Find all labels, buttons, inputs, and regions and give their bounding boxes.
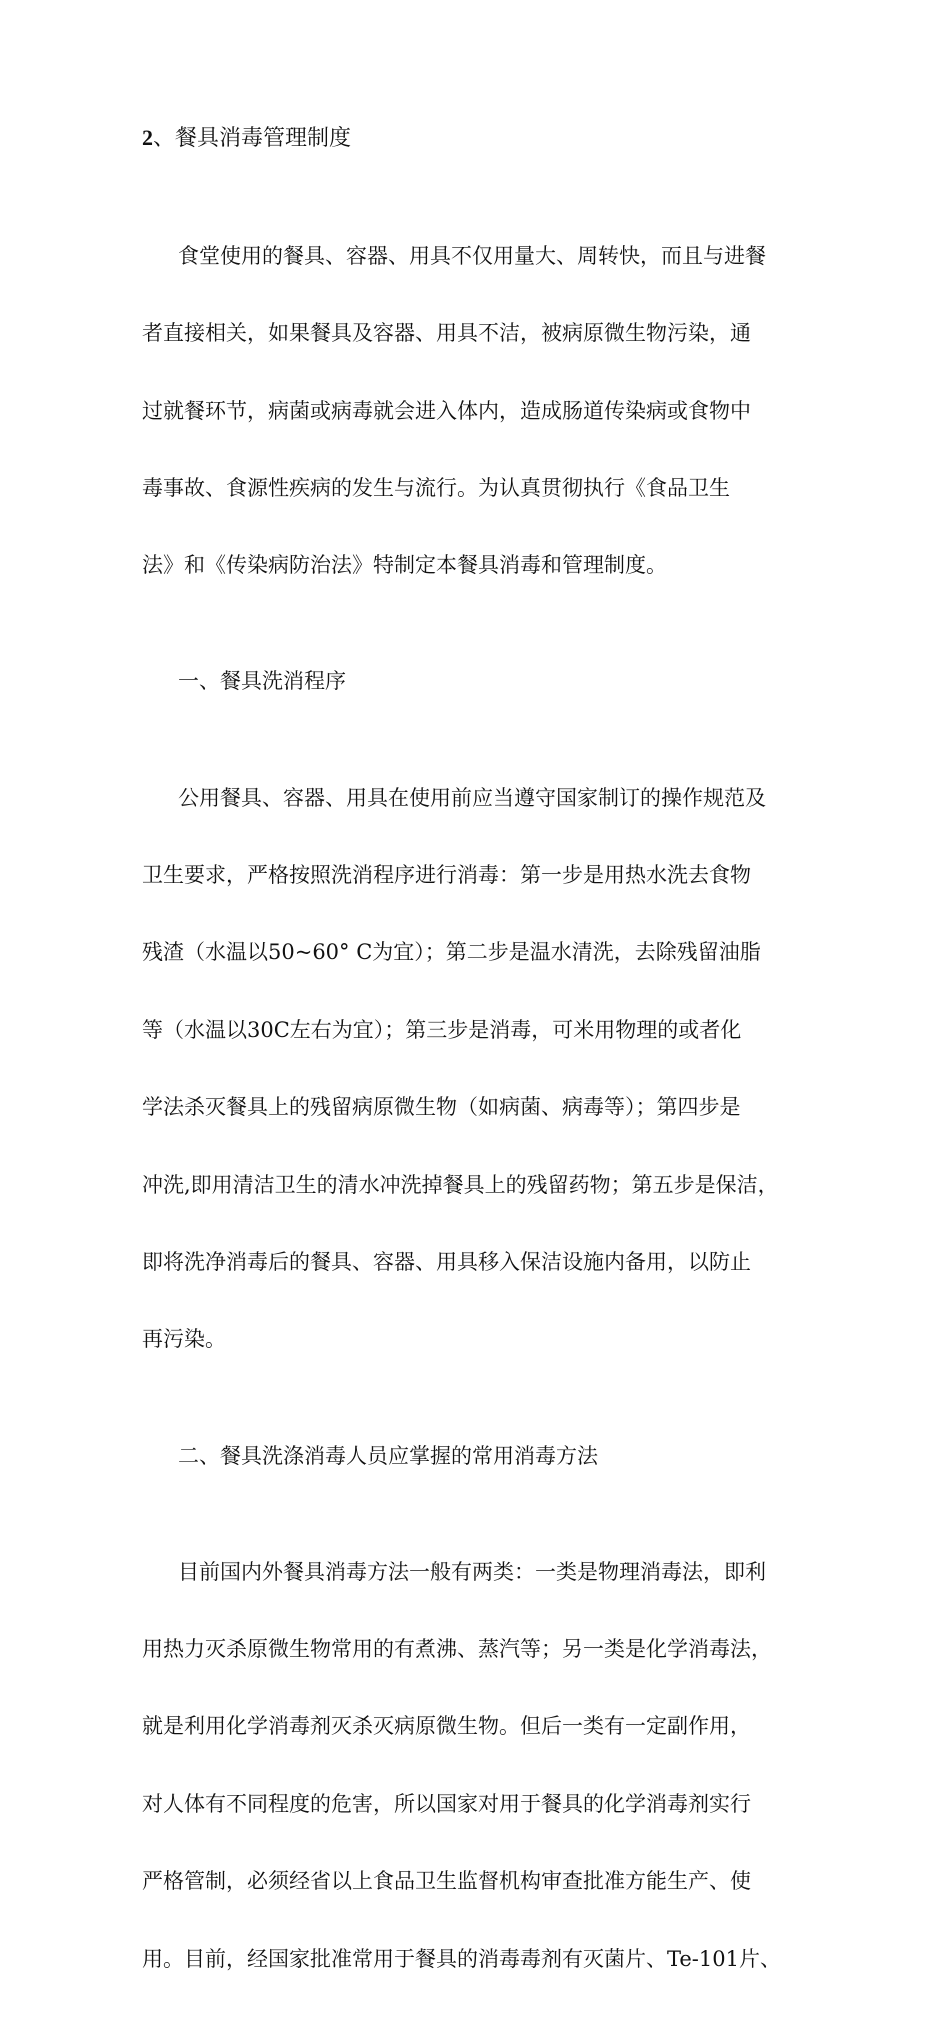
text-line: 过就餐环节，病菌或病毒就会进入体内，造成肠道传染病或食物中 (142, 398, 751, 423)
text-line: 对人体有不同程度的危害，所以国家对用于餐具的化学消毒剂实行 (142, 1791, 751, 1816)
text-line: 即将洗净消毒后的餐具、容器、用具移入保洁设施内备用，以防止 (142, 1249, 751, 1274)
text-line: 学法杀灭餐具上的残留病原微生物（如病菌、病毒等）；第四步是 (142, 1095, 741, 1120)
text-line: 毒事故、食源性疾病的发生与流行。为认真贯彻执行《食品卫生 (142, 475, 730, 500)
text-line: 者直接相关，如果餐具及容器、用具不洁，被病原微生物污染，通 (142, 321, 751, 346)
text-line: 用。目前，经国家批准常用于餐具的消毒毒剂有灭菌片、Te-101片、 (142, 1946, 781, 1971)
text-line: 就是利用化学消毒剂灭杀灭病原微生物。但后一类有一定副作用， (142, 1714, 751, 1739)
paragraph-methods (142, 1514, 812, 2017)
text-line: 二、餐具洗涤消毒人员应掌握的常用消毒方法 (178, 1443, 598, 1468)
section-heading (142, 118, 351, 159)
text-line: 等（水温以30C左右为宜）；第三步是消毒，可米用物理的或者化 (142, 1017, 742, 1042)
text-line: 用热力灭杀原微生物常用的有煮沸、蒸汽等；另一类是化学消毒法， (142, 1637, 772, 1662)
text-line: 法》和《传染病防治法》特制定本餐具消毒和管理制度。 (142, 553, 667, 578)
text-line: 目前国内外餐具消毒方法一般有两类：一类是物理消毒法，即利 (178, 1559, 766, 1584)
subheading-procedure (142, 624, 812, 740)
text-line: 公用餐具、容器、用具在使用前应当遵守国家制订的操作规范及 (178, 785, 766, 810)
text-line: 严格管制，必须经省以上食品卫生监督机构审查批准方能生产、使 (142, 1869, 751, 1894)
text-line: 食堂使用的餐具、容器、用具不仅用量大、周转快，而且与进餐 (178, 243, 766, 268)
text-line: 卫生要求，严格按照洗消程序进行消毒：第一步是用热水洗去食物 (142, 862, 751, 887)
subheading-methods (142, 1398, 812, 1514)
section-title: 、餐具消毒管理制度 (153, 126, 352, 151)
paragraph-intro (142, 198, 812, 624)
document-body (142, 198, 812, 2017)
paragraph-procedure (142, 740, 812, 1398)
text-line: 残渣（水温以50~60° C为宜）；第二步是温水清洗，去除残留油脂 (142, 940, 761, 965)
text-line: 一、餐具洗消程序 (178, 669, 346, 694)
text-line: 冲洗,即用清洁卫生的清水冲洗掉餐具上的残留药物；第五步是保洁， (142, 1172, 779, 1197)
text-line: 再污染。 (142, 1327, 226, 1352)
section-number: 2 (142, 125, 153, 150)
